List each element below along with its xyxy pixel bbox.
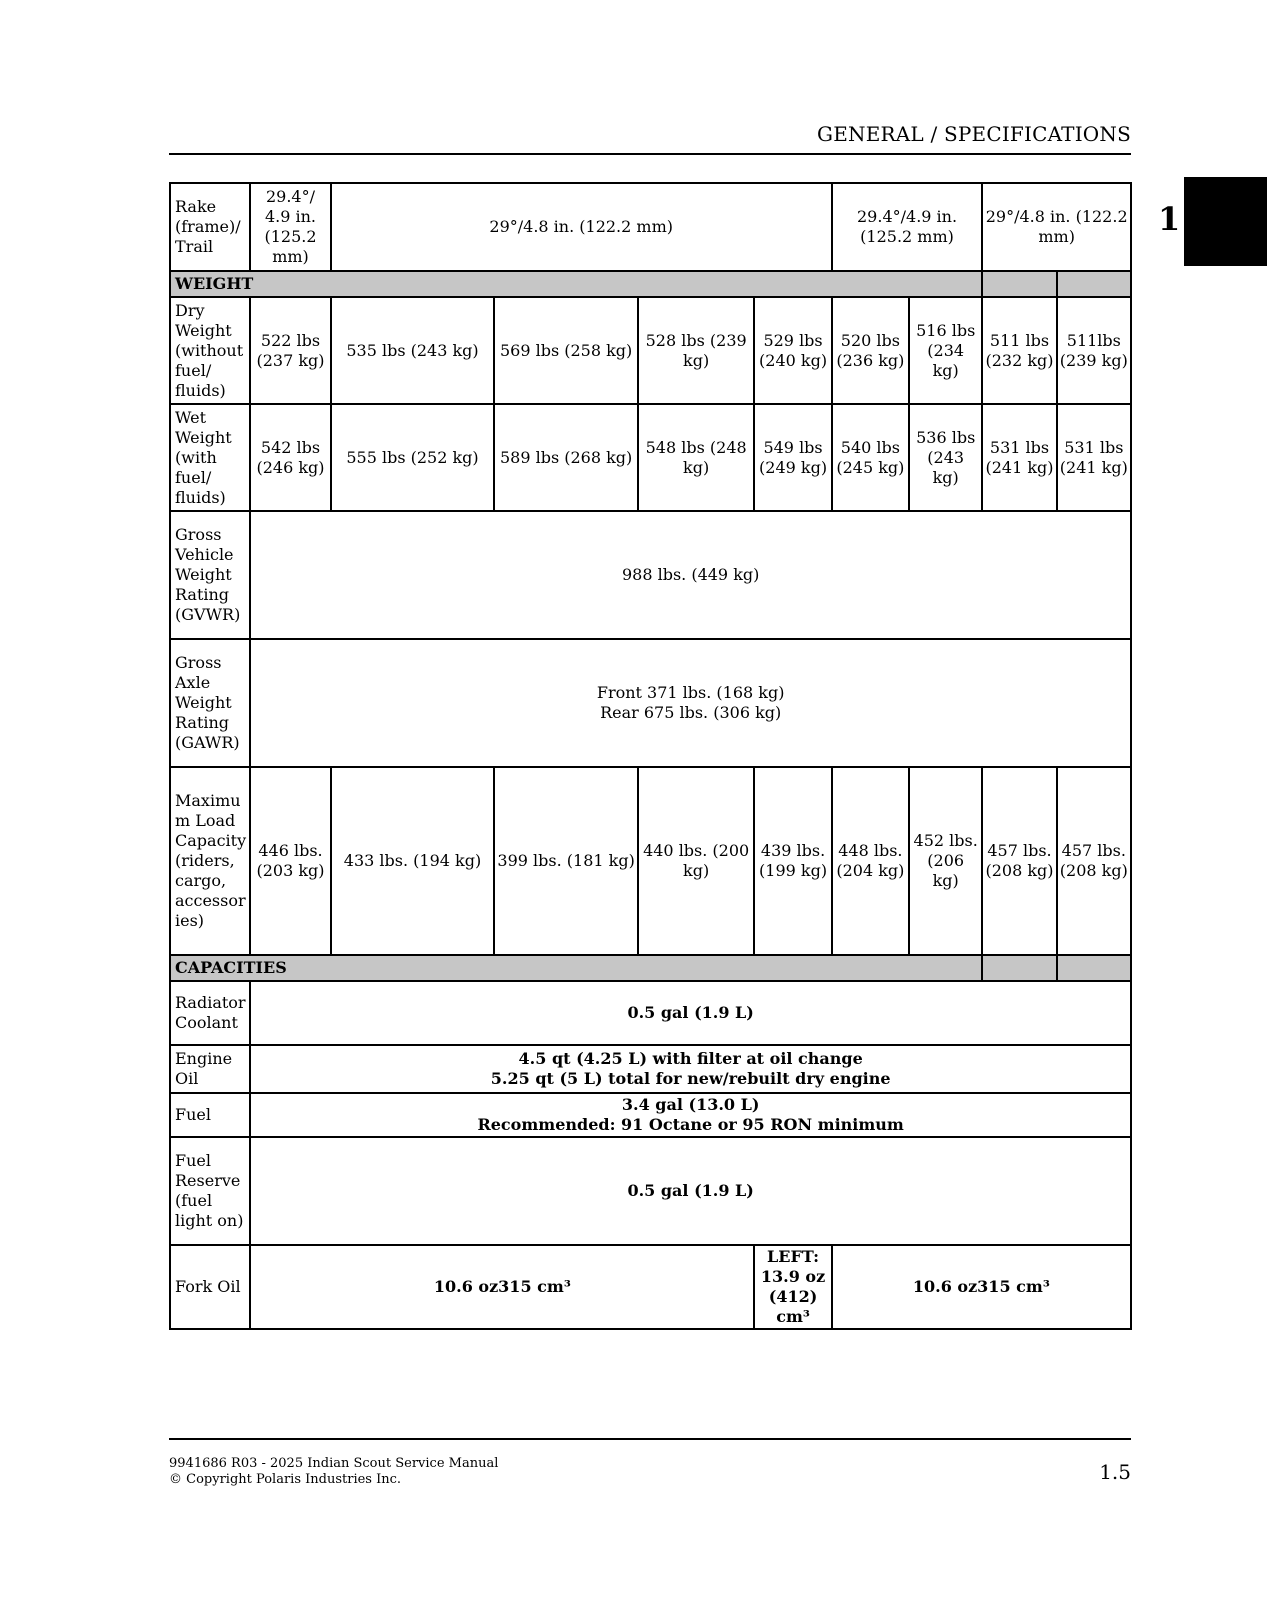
- max-load-value: 446 lbs. (203 kg): [250, 767, 330, 955]
- capacities-section-heading: CAPACITIES: [170, 955, 982, 981]
- engine-oil-line-2: 5.25 qt (5 L) total for new/rebuilt dry engine: [490, 1069, 891, 1088]
- header-divider: [169, 153, 1131, 155]
- chapter-number: 1: [1158, 200, 1181, 238]
- capacities-heading-shade: [1057, 955, 1131, 981]
- rake-value-4: 29°/4.8 in. (122.2 mm): [982, 183, 1131, 271]
- gawr-value: [250, 639, 1131, 767]
- dry-weight-value: 522 lbs (237 kg): [250, 297, 330, 404]
- footer-divider: [169, 1438, 1131, 1440]
- row-dry-weight: [170, 297, 1131, 404]
- dry-weight-value: 535 lbs (243 kg): [331, 297, 495, 404]
- wet-weight-value: 589 lbs (268 kg): [494, 404, 638, 511]
- fuel-line-2: Recommended: 91 Octane or 95 RON minimum: [477, 1115, 904, 1134]
- dry-weight-value: 511 lbs (232 kg): [982, 297, 1056, 404]
- gawr-front: Front 371 lbs. (168 kg): [596, 683, 785, 702]
- page-number: 1.5: [1099, 1460, 1131, 1484]
- capacities-heading-shade: [982, 955, 1056, 981]
- rake-value-1: 29.4°/ 4.9 in. (125.2 mm): [250, 183, 330, 271]
- fuel-reserve-label: Fuel Reserve (fuel light on): [170, 1137, 250, 1245]
- rake-label: Rake (frame)/Trail: [170, 183, 250, 271]
- dry-weight-label: Dry Weight (without fuel/ fluids): [170, 297, 250, 404]
- wet-weight-value: 540 lbs (245 kg): [832, 404, 909, 511]
- engine-oil-value: [250, 1045, 1131, 1093]
- gvwr-value: 988 lbs. (449 kg): [250, 511, 1131, 639]
- row-gvwr: [170, 511, 1131, 639]
- row-fuel: [170, 1093, 1131, 1137]
- max-load-value: 448 lbs. (204 kg): [832, 767, 909, 955]
- wet-weight-value: 531 lbs (241 kg): [982, 404, 1056, 511]
- row-wet-weight: [170, 404, 1131, 511]
- row-fork-oil: [170, 1245, 1131, 1329]
- dry-weight-value: 569 lbs (258 kg): [494, 297, 638, 404]
- footer-manual-title: 9941686 R03 - 2025 Indian Scout Service Manual: [169, 1456, 499, 1471]
- specifications-table: [169, 182, 1132, 1330]
- weight-heading-shade: [1057, 271, 1131, 297]
- row-weight-heading: [170, 271, 1131, 297]
- fuel-label: Fuel: [170, 1093, 250, 1137]
- engine-oil-label: Engine Oil: [170, 1045, 250, 1093]
- footer-copyright: © Copyright Polaris Industries Inc.: [169, 1472, 402, 1487]
- dry-weight-value: 511lbs (239 kg): [1057, 297, 1131, 404]
- row-fuel-reserve: [170, 1137, 1131, 1245]
- rake-value-3: 29.4°/4.9 in. (125.2 mm): [832, 183, 983, 271]
- gvwr-label: Gross Vehicle Weight Rating (GVWR): [170, 511, 250, 639]
- row-rake: [170, 183, 1131, 271]
- gawr-label: Gross Axle Weight Rating (GAWR): [170, 639, 250, 767]
- fuel-line-1: 3.4 gal (13.0 L): [621, 1095, 760, 1114]
- fuel-reserve-value: 0.5 gal (1.9 L): [250, 1137, 1131, 1245]
- fork-oil-label: Fork Oil: [170, 1245, 250, 1329]
- fork-oil-value-right: 10.6 oz315 cm³: [832, 1245, 1131, 1329]
- dry-weight-value: 520 lbs (236 kg): [832, 297, 909, 404]
- dry-weight-value: 516 lbs (234 kg): [909, 297, 982, 404]
- weight-heading-shade: [982, 271, 1056, 297]
- rake-value-2: 29°/4.8 in. (122.2 mm): [331, 183, 832, 271]
- max-load-value: 452 lbs. (206 kg): [909, 767, 982, 955]
- max-load-label: Maximum Load Capacity (riders, cargo, accessories): [170, 767, 250, 955]
- dry-weight-value: 528 lbs (239 kg): [638, 297, 754, 404]
- max-load-value: 440 lbs. (200 kg): [638, 767, 754, 955]
- row-radiator-coolant: [170, 981, 1131, 1045]
- max-load-value: 433 lbs. (194 kg): [331, 767, 495, 955]
- weight-section-heading: WEIGHT: [170, 271, 982, 297]
- footer-info: [169, 1456, 498, 1488]
- dry-weight-value: 529 lbs (240 kg): [754, 297, 831, 404]
- wet-weight-value: 536 lbs (243 kg): [909, 404, 982, 511]
- coolant-value: 0.5 gal (1.9 L): [250, 981, 1131, 1045]
- row-capacities-heading: [170, 955, 1131, 981]
- fork-oil-value-left: 10.6 oz315 cm³: [250, 1245, 754, 1329]
- wet-weight-value: 542 lbs (246 kg): [250, 404, 330, 511]
- row-max-load: [170, 767, 1131, 955]
- page-header-title: GENERAL / SPECIFICATIONS: [817, 122, 1131, 146]
- fuel-value: [250, 1093, 1131, 1137]
- chapter-tab-marker: [1184, 177, 1267, 266]
- coolant-label: Radiator Coolant: [170, 981, 250, 1045]
- max-load-value: 439 lbs. (199 kg): [754, 767, 831, 955]
- row-gawr: [170, 639, 1131, 767]
- wet-weight-value: 555 lbs (252 kg): [331, 404, 495, 511]
- wet-weight-value: 531 lbs (241 kg): [1057, 404, 1131, 511]
- wet-weight-value: 549 lbs (249 kg): [754, 404, 831, 511]
- max-load-value: 457 lbs. (208 kg): [982, 767, 1056, 955]
- gawr-rear: Rear 675 lbs. (306 kg): [600, 703, 782, 722]
- wet-weight-label: Wet Weight (with fuel/ fluids): [170, 404, 250, 511]
- engine-oil-line-1: 4.5 qt (4.25 L) with filter at oil change: [518, 1049, 863, 1068]
- row-engine-oil: [170, 1045, 1131, 1093]
- fork-oil-value-mid: LEFT: 13.9 oz (412) cm³: [754, 1245, 831, 1329]
- wet-weight-value: 548 lbs (248 kg): [638, 404, 754, 511]
- max-load-value: 399 lbs. (181 kg): [494, 767, 638, 955]
- max-load-value: 457 lbs. (208 kg): [1057, 767, 1131, 955]
